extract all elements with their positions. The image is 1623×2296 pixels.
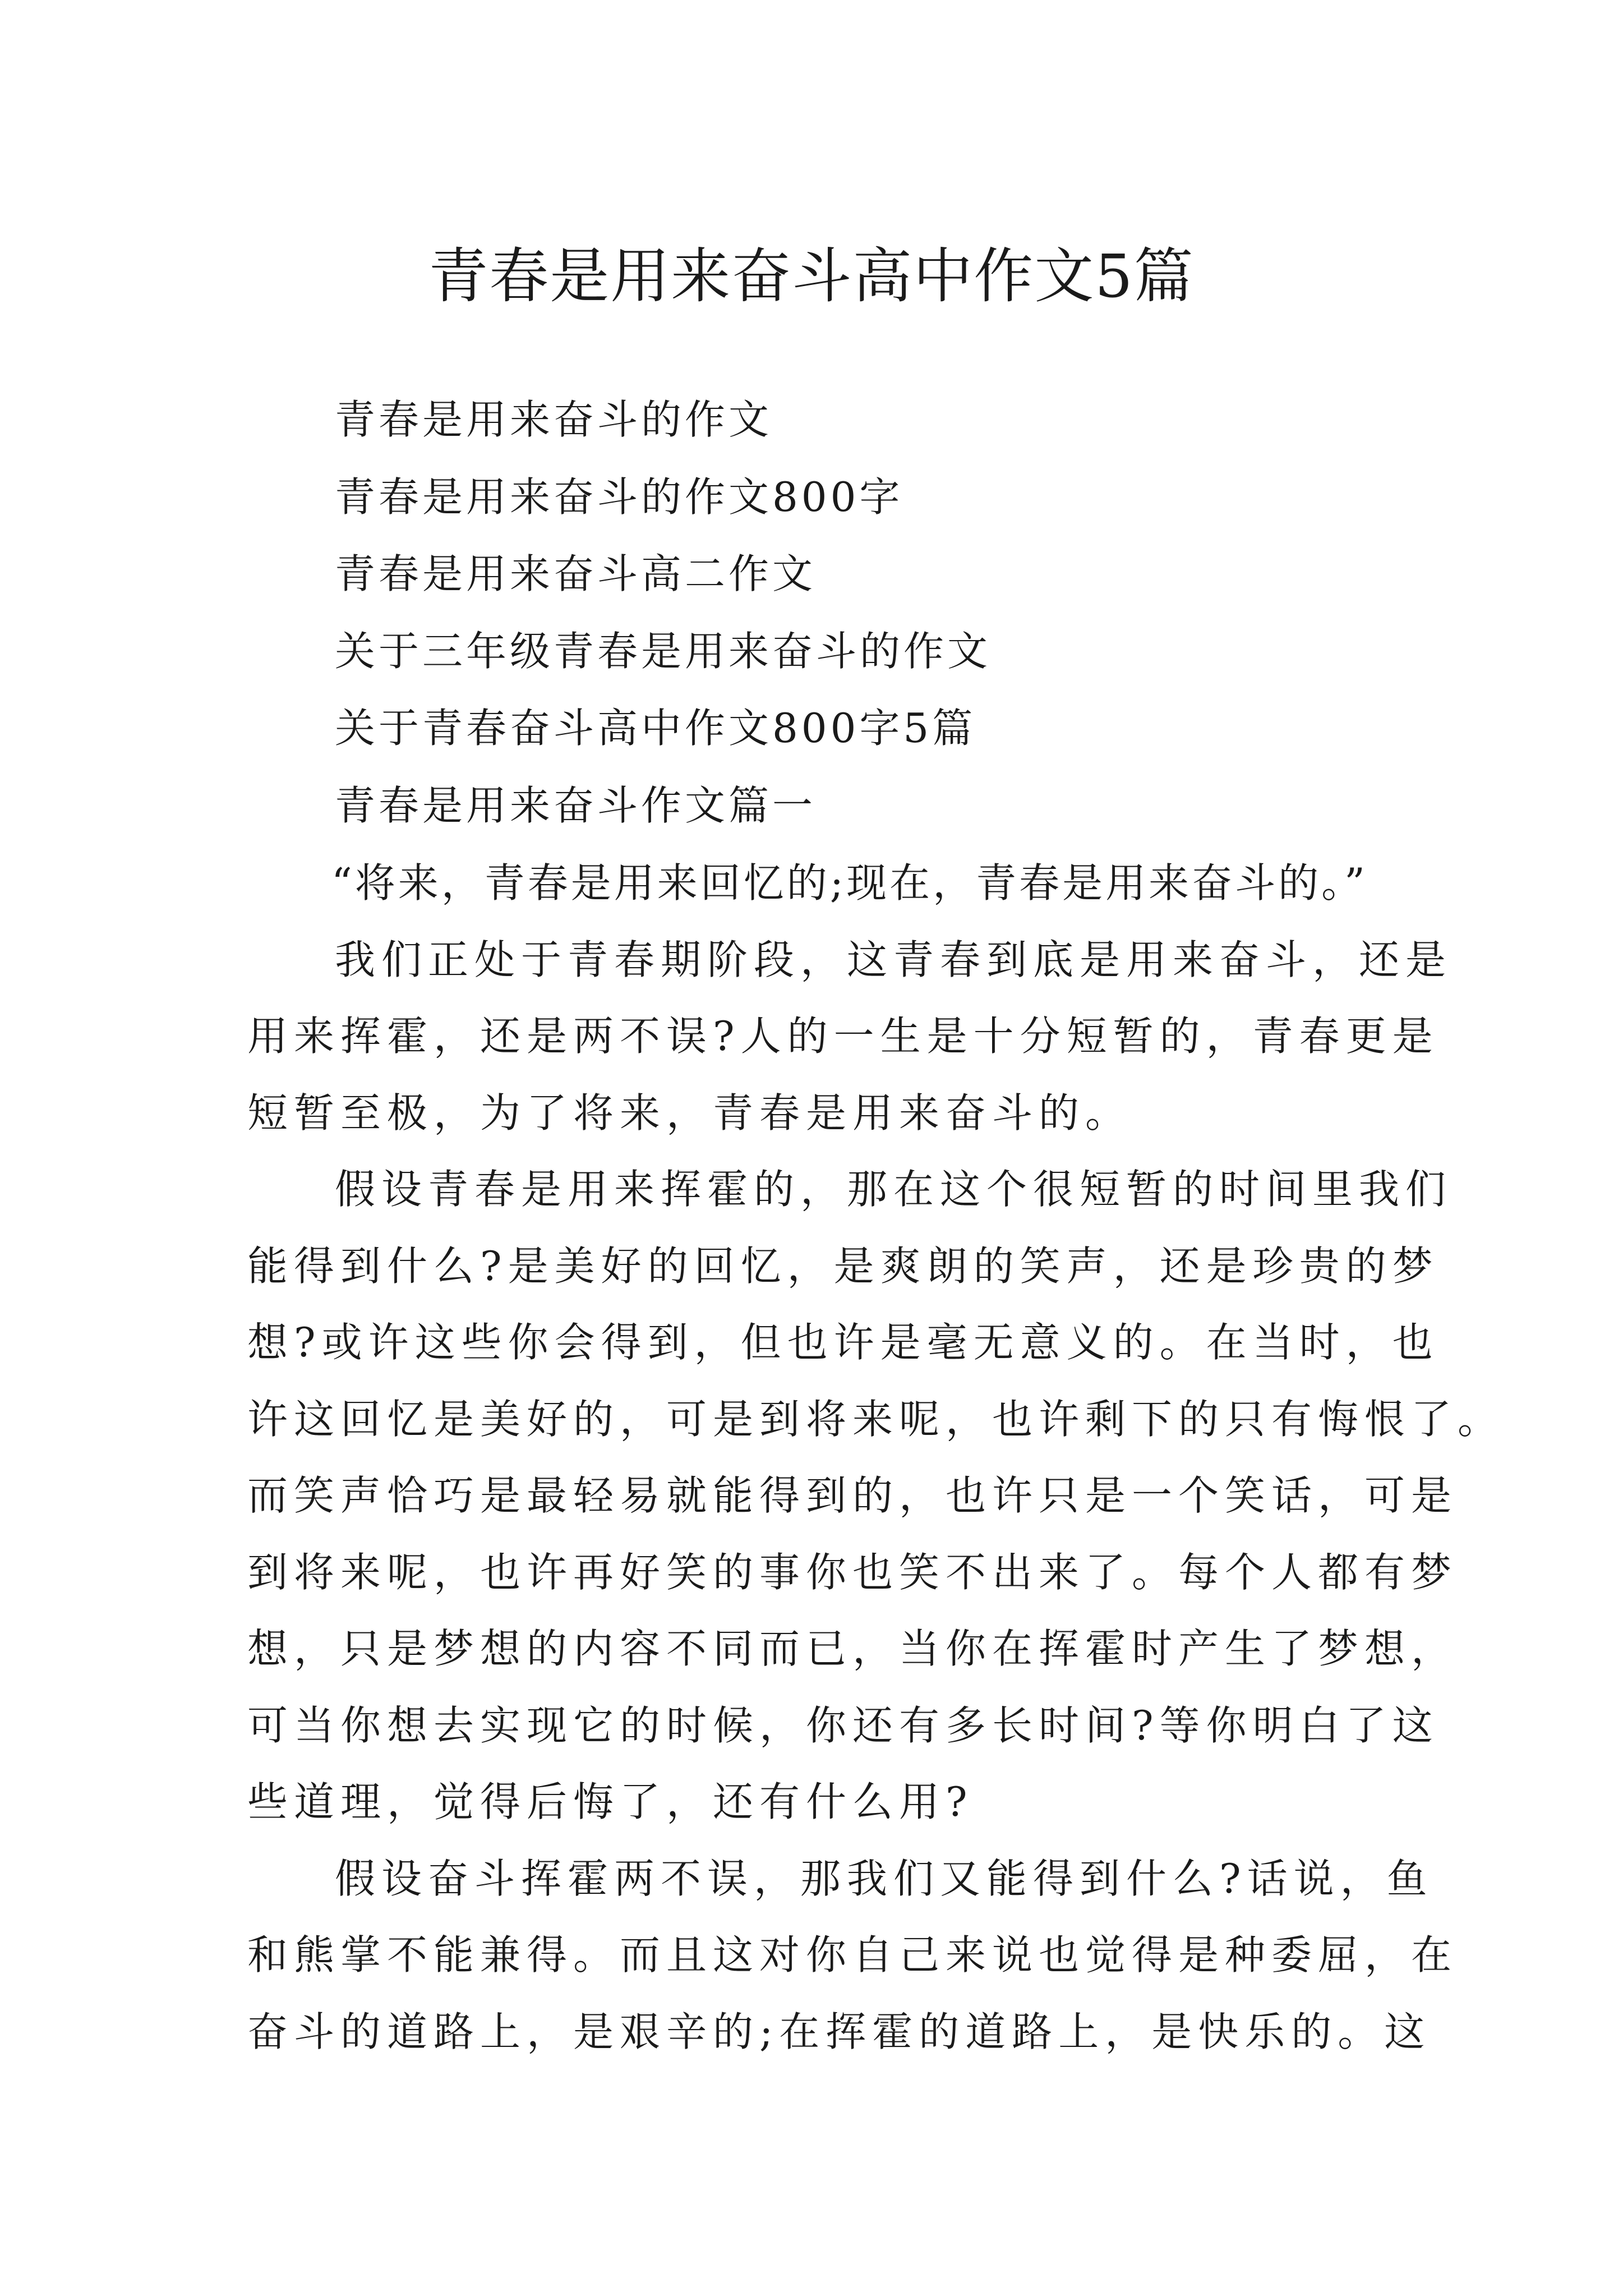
- paragraph-line: 能得到什么?是美好的回忆，是爽朗的笑声，还是珍贵的梦: [247, 1242, 1439, 1290]
- paragraph-line: 用来挥霍，还是两不误?人的一生是十分短暂的，青春更是: [247, 1013, 1439, 1060]
- paragraph-line: 想，只是梦想的内容不同而已，当你在挥霍时产生了梦想，: [247, 1625, 1458, 1672]
- paragraph-line: 假设奋斗挥霍两不误，那我们又能得到什么?话说，鱼: [335, 1855, 1433, 1902]
- table-of-contents: [335, 381, 1456, 844]
- toc-item: 关于青春奋斗高中作文800字5篇: [335, 705, 976, 752]
- paragraph-line: 想?或许这些你会得到，但也许是毫无意义的。在当时，也: [247, 1319, 1439, 1366]
- toc-item: 关于三年级青春是用来奋斗的作文: [335, 627, 992, 675]
- paragraph-line: 短暂至极，为了将来，青春是用来奋斗的。: [247, 1089, 1132, 1137]
- paragraph-line: 奋斗的道路上，是艰辛的;在挥霍的道路上，是快乐的。这: [247, 2008, 1431, 2055]
- section-heading: 青春是用来奋斗作文篇一: [335, 781, 817, 829]
- paragraph-line: 可当你想去实现它的时候，你还有多长时间?等你明白了这: [247, 1701, 1439, 1749]
- quote-line: “将来，青春是用来回忆的;现在，青春是用来奋斗的。”: [331, 859, 1368, 907]
- toc-item: 青春是用来奋斗高二作文: [335, 550, 817, 597]
- paragraph-line: 些道理，觉得后悔了，还有什么用?: [247, 1778, 974, 1825]
- paragraph-line: 许这回忆是美好的，可是到将来呢，也许剩下的只有悔恨了。: [247, 1395, 1505, 1443]
- paragraph-line: 而笑声恰巧是最轻易就能得到的，也许只是一个笑话，可是: [247, 1472, 1458, 1519]
- paragraph-line: 我们正处于青春期阶段，这青春到底是用来奋斗，还是: [335, 936, 1453, 983]
- toc-item: 青春是用来奋斗的作文: [335, 396, 773, 443]
- toc-item: 青春是用来奋斗的作文800字: [335, 473, 903, 521]
- paragraph-line: 假设青春是用来挥霍的，那在这个很短暂的时间里我们: [335, 1166, 1453, 1213]
- paragraph-line: 到将来呢，也许再好笑的事你也笑不出来了。每个人都有梦: [247, 1548, 1458, 1596]
- document-title: 青春是用来奋斗高中作文5篇: [428, 242, 1195, 311]
- essay-body: [247, 845, 1505, 2070]
- paragraph-line: 和熊掌不能兼得。而且这对你自己来说也觉得是种委屈，在: [247, 1931, 1458, 1978]
